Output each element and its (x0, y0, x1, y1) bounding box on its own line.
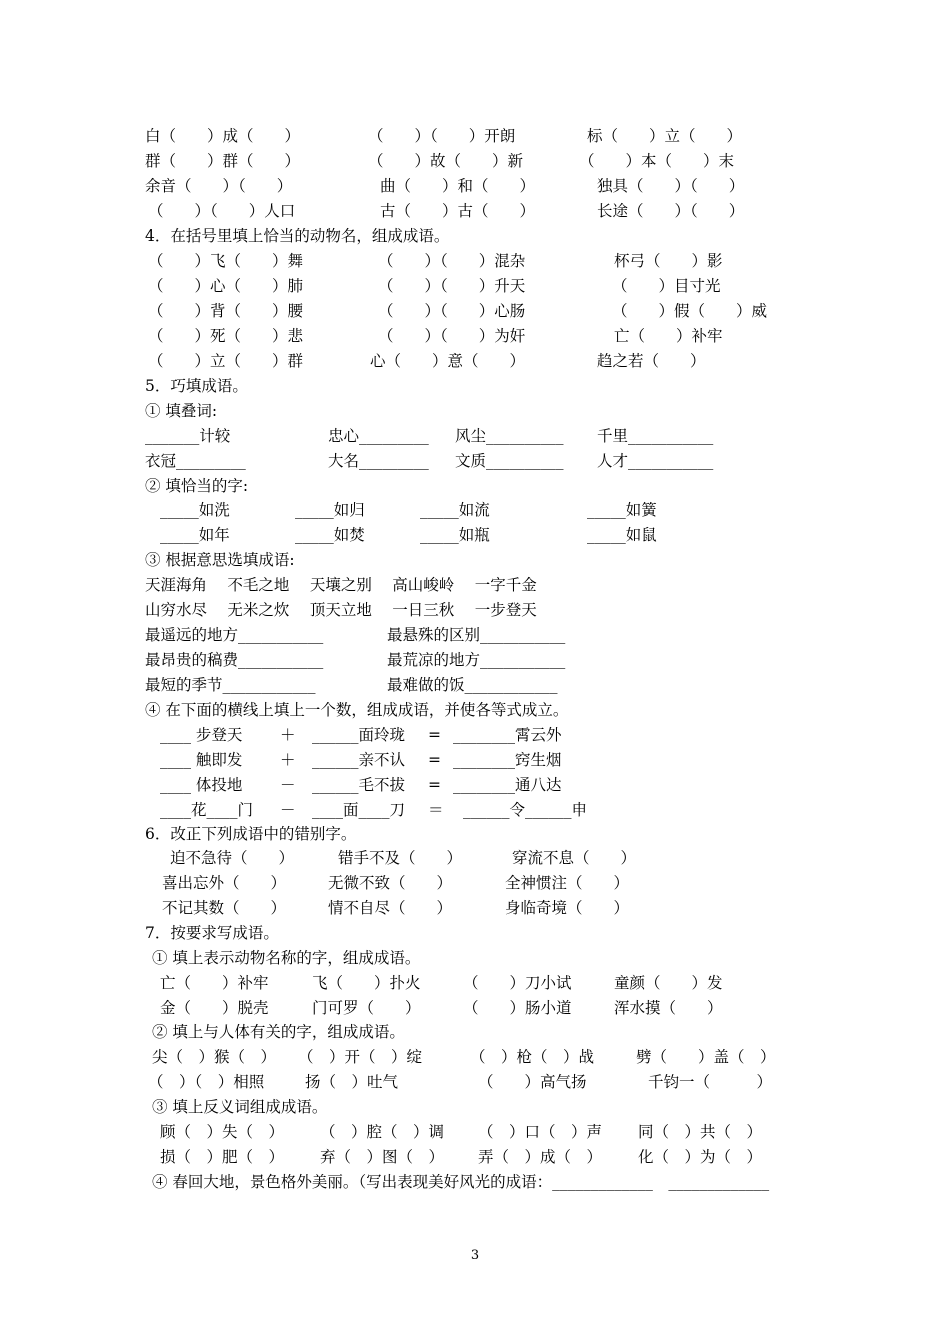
text-line: ② 填恰当的字: (145, 477, 249, 495)
text-line: 山穷水尽 无米之炊 顶天立地 一日三秋 一步登天 (145, 601, 537, 619)
text-line: _____如瓶 (420, 526, 490, 544)
text-line: 浑水摸（ ） (614, 999, 723, 1017)
text-line: 杯弓（ ）影 (614, 252, 723, 270)
text-line: ④ 在下面的横线上填上一个数，组成成语，并使各等式成立。 (145, 701, 569, 719)
text-line: （ ）死（ ）悲 (148, 327, 304, 345)
text-line: ______亲不认 (312, 751, 406, 769)
text-line: 飞（ ）扑火 (312, 974, 421, 992)
text-line: 最荒凉的地方___________ (387, 651, 566, 669)
text-line: 不记其数（ ） (162, 899, 287, 917)
text-line: 5．巧填成语。 (145, 377, 248, 395)
text-line: 门可罗（ ） (312, 999, 421, 1017)
text-line: 情不自尽（ ） (328, 899, 453, 917)
text-line: 亡（ ）补牢 (160, 974, 269, 992)
text-line: ______面玲珑 (312, 726, 406, 744)
text-line: 弃（ ）图（ ） (320, 1148, 445, 1166)
page-number: 3 (470, 1248, 480, 1263)
text-line: 童颜（ ）发 (614, 974, 723, 992)
text-line: （ ）（ ）相照 (148, 1073, 265, 1091)
text-line: ________窍生烟 (453, 751, 562, 769)
text-line: ＋ (280, 751, 296, 769)
text-line: ＋ (280, 726, 296, 744)
text-line: 衣冠_________ (145, 452, 246, 470)
text-line: 古（ ）古（ ） (380, 202, 536, 220)
text-line: 劈（ ）盖（ ） (636, 1048, 776, 1066)
text-line: 大名_________ (328, 452, 429, 470)
text-line: 独具（ ）（ ） (597, 177, 745, 195)
text-line: （ ）高气扬 (478, 1073, 587, 1091)
text-line: 最昂贵的稿费___________ (145, 651, 324, 669)
text-line: 白（ ）成（ ） (145, 127, 301, 145)
text-line: = (428, 776, 441, 794)
text-line: － (280, 801, 296, 819)
text-line: 全神惯注（ ） (505, 874, 630, 892)
text-line: 最遥远的地方___________ (145, 626, 324, 644)
text-line: _____如簧 (587, 501, 657, 519)
text-line: ＝ (428, 801, 444, 819)
text-line: （ ）（ ）升天 (378, 277, 526, 295)
text-line: （ ）口（ ）声 (478, 1123, 603, 1141)
text-line: ________霄云外 (453, 726, 562, 744)
text-line: 文质__________ (455, 452, 564, 470)
text-line: （ ）（ ）为奸 (378, 327, 526, 345)
text-line: （ ）（ ）混杂 (378, 252, 526, 270)
text-line: ________通八达 (453, 776, 562, 794)
text-line: = (428, 726, 441, 744)
text-line: （ ）（ ）人口 (148, 202, 296, 220)
text-line: （ ）飞（ ）舞 (148, 252, 304, 270)
text-line: = (428, 751, 441, 769)
text-line: 化（ ）为（ ） (638, 1148, 763, 1166)
text-line: 7．按要求写成语。 (145, 924, 279, 942)
text-line: （ ）枪（ ）战 (470, 1048, 595, 1066)
text-line: 喜出忘外（ ） (162, 874, 287, 892)
text-line: 长途（ ）（ ） (597, 202, 745, 220)
text-line: 余音（ ）（ ） (145, 177, 293, 195)
text-line: _____如焚 (295, 526, 365, 544)
text-line: （ ）假（ ）威 (612, 302, 768, 320)
text-line: ③ 根据意思选填成语: (145, 551, 295, 569)
text-line: ③ 填上反义词组成成语。 (152, 1098, 328, 1116)
text-line: _____如归 (295, 501, 365, 519)
text-line: _____如流 (420, 501, 490, 519)
text-line: ______令______申 (463, 801, 588, 819)
text-line: 4．在括号里填上恰当的动物名，组成成语。 (145, 227, 450, 245)
text-line: _____如鼠 (587, 526, 657, 544)
text-line: 顾（ ）失（ ） (160, 1123, 285, 1141)
text-line: 人才___________ (597, 452, 714, 470)
text-line: ④ 春回大地，景色格外美丽。（写出表现美好风光的成语：_____________ _____________ (152, 1173, 770, 1191)
text-line: 弄（ ）成（ ） (478, 1148, 603, 1166)
text-line: 最悬殊的区别___________ (387, 626, 566, 644)
text-line: ① 填上表示动物名称的字，组成成语。 (152, 949, 421, 967)
text-line: （ ）刀小试 (463, 974, 572, 992)
text-line: _____如年 (160, 526, 230, 544)
text-line: ____面____刀 (312, 801, 406, 819)
text-line: 曲（ ）和（ ） (380, 177, 536, 195)
text-line: 千里___________ (597, 427, 714, 445)
text-line: ____ 触即发 (160, 751, 243, 769)
text-line: ____花____门 (160, 801, 254, 819)
text-line: （ ）（ ）开朗 (368, 127, 516, 145)
text-line: 趋之若（ ） (597, 352, 706, 370)
text-line: ____ 步登天 (160, 726, 243, 744)
text-line: 忠心_________ (328, 427, 429, 445)
text-line: 迫不急待（ ） (170, 849, 295, 867)
text-line: 损（ ）肥（ ） (160, 1148, 285, 1166)
text-line: 最短的季节____________ (145, 676, 316, 694)
text-line: （ ）目寸光 (612, 277, 721, 295)
text-line: 6．改正下列成语中的错别字。 (145, 825, 357, 843)
text-line: （ ）（ ）心肠 (378, 302, 526, 320)
text-line: ② 填上与人体有关的字，组成成语。 (152, 1023, 405, 1041)
text-line: 错手不及（ ） (338, 849, 463, 867)
text-line: （ ）开（ ）绽 (298, 1048, 423, 1066)
text-line: 金（ ）脱壳 (160, 999, 269, 1017)
text-line: 亡（ ）补牢 (614, 327, 723, 345)
text-line: 标（ ）立（ ） (587, 127, 743, 145)
text-line: 扬（ ）吐气 (305, 1073, 399, 1091)
text-line: ① 填叠词: (145, 402, 218, 420)
text-line: 无微不致（ ） (328, 874, 453, 892)
text-line: ____ 体投地 (160, 776, 243, 794)
text-line: （ ）背（ ）腰 (148, 302, 304, 320)
text-line: 千钧一（ ） (648, 1073, 773, 1091)
text-line: 身临奇境（ ） (505, 899, 630, 917)
text-line: 最难做的饭____________ (387, 676, 558, 694)
text-line: ______毛不拔 (312, 776, 406, 794)
text-line: _____如洗 (160, 501, 230, 519)
text-line: 心（ ）意（ ） (370, 352, 526, 370)
text-line: （ ）肠小道 (463, 999, 572, 1017)
text-line: 尖（ ）猴（ ） (152, 1048, 277, 1066)
text-line: 天涯海角 不毛之地 天壤之别 高山峻岭 一字千金 (145, 576, 537, 594)
text-line: 风尘__________ (455, 427, 564, 445)
text-line: 穿流不息（ ） (512, 849, 637, 867)
text-line: 群（ ）群（ ） (145, 152, 301, 170)
text-line: （ ）心（ ）肺 (148, 277, 304, 295)
text-line: _______计较 (145, 427, 231, 445)
text-line: （ ）故（ ）新 (368, 152, 524, 170)
text-line: （ ）立（ ）群 (148, 352, 304, 370)
text-line: － (280, 776, 296, 794)
text-line: （ ）腔（ ）调 (320, 1123, 445, 1141)
text-line: 同（ ）共（ ） (638, 1123, 763, 1141)
text-line: （ ）本（ ）末 (579, 152, 735, 170)
